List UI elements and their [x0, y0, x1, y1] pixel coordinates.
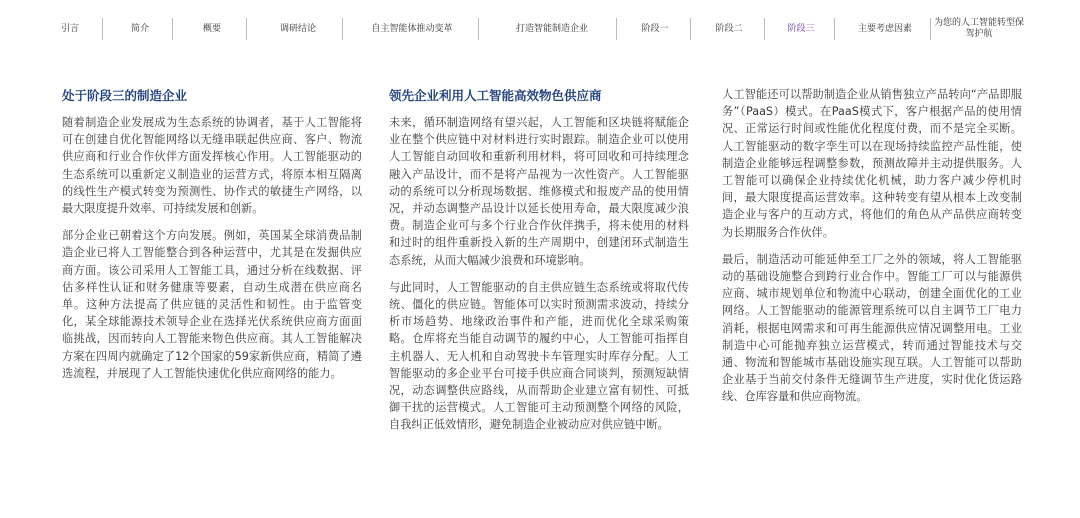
nav-separator	[102, 18, 103, 40]
nav-item-stage-three[interactable]: 阶段三	[787, 23, 815, 34]
nav-separator	[764, 18, 765, 40]
nav-item-autonomous-agents[interactable]: 自主智能体推动变革	[371, 23, 453, 34]
nav-separator	[930, 18, 931, 40]
nav-separator	[478, 18, 479, 40]
nav-separator	[172, 18, 173, 40]
column-paas-ecosystem	[722, 86, 1022, 416]
nav-separator	[690, 18, 691, 40]
nav-item-intro[interactable]: 引言	[60, 23, 79, 34]
column-heading: 处于阶段三的制造企业	[62, 88, 188, 103]
nav-separator	[616, 18, 617, 40]
nav-item-stage-one[interactable]: 阶段一	[641, 23, 669, 34]
column-ai-sourcing	[389, 88, 689, 444]
column-stage-three	[62, 88, 362, 392]
nav-item-smart-manufacturing[interactable]: 打造智能制造企业	[515, 23, 588, 34]
paragraph: 最后，制造活动可能延伸至工厂之外的领域，将人工智能驱动的基础设施整合到跨行业合作中。智能工厂可以与能源供应商、城市规划单位和物流中心联动，创建全面优化的工业网络。人工智能驱动的能源管理系统可以自主调节工厂电力消耗，根据电网需求和可再生能源供应情况调整用电。工业制造中心可能抛弃独立运营模式，转而通过智能技术与交通、物流和智能城市基础设施实现互联。人工智能可以帮助企业基于当前交付条件无缝调节生产进度，实时优化货运路线、仓库容量和供应商物流。	[722, 252, 1022, 404]
nav-item-ai-transformation[interactable]: 为您的人工智能转型保驾护航	[933, 18, 1024, 39]
nav-item-stage-two[interactable]: 阶段二	[715, 23, 743, 34]
nav-item-overview[interactable]: 简介	[130, 23, 149, 34]
top-navigation	[0, 14, 1080, 44]
nav-separator	[246, 18, 247, 40]
paragraph: 人工智能还可以帮助制造企业从销售独立产品转向“产品即服务”（PaaS）模式。在PaaS模式下，客户根据产品的使用情况、正常运行时间或性能优化程度付费，而不是完全买断。人工智能驱动的数字孪生可以在现场持续监控产品性能，使制造企业能够远程调整参数，预测故障并主动提供服务。人工智能可以确保企业持续优化机械，助力客户减少停机时间，最大限度提高运营效率。这种转变有望从根本上改变制造企业与客户的互动方式，将他们的角色从产品供应商转变为长期服务合作伙伴。	[722, 88, 1022, 239]
paragraph: 随着制造企业发展成为生态系统的协调者，基于人工智能将可在创建自优化智能网络以无缝串联起供应商、客户、物流供应商和行业合作伙伴方面发挥核心作用。人工智能驱动的生态系统可以重新定义制造业的运营方式，将原本相互隔离的线性生产模式转变为预测性、协作式的敏捷生产网络，以最大限度提升效率、可持续发展和创新。	[62, 116, 362, 216]
paragraph: 部分企业已朝着这个方向发展。例如，英国某全球消费品制造企业已将人工智能整合到各种运营中，尤其是在发掘供应商方面。该公司采用人工智能工具，通过分析在线数据、评估多样性认证和财务健康等要素，自动生成潜在供应商名单。这种方法提高了供应链的灵活性和韧性。由于监管变化，某全球能源技术领导企业在选择光伏系统供应商方面面临挑战，因而转向人工智能来物色供应商。其人工智能解决方案在四周内就确定了12个国家的59家新供应商，精简了遴选流程，并展现了人工智能快速优化供应商网络的能力。	[62, 229, 362, 380]
nav-separator	[342, 18, 343, 40]
column-heading: 领先企业利用人工智能高效物色供应商	[389, 88, 602, 103]
nav-item-findings[interactable]: 调研结论	[279, 23, 316, 34]
nav-item-key-considerations[interactable]: 主要考虑因素	[857, 23, 912, 34]
nav-item-summary[interactable]: 概要	[202, 23, 221, 34]
paragraph: 与此同时，人工智能驱动的自主供应链生态系统或将取代传统、僵化的供应链。智能体可以实时预测需求波动，持续分析市场趋势、地缘政治事件和产能，进而优化全球采购策略。仓库将充当能自动调节的履约中心，人工智能可指挥自主机器人、无人机和自动驾驶卡车管理实时库存分配。人工智能驱动的多企业平台可接手供应商合同谈判，预测短缺情况，动态调整供应路线，从而帮助企业建立富有韧性、可抵御干扰的运营模式。人工智能可主动预测整个网络的风险，自我纠正低效情形，避免制造企业被动应对供应链中断。	[389, 280, 689, 432]
paragraph: 未来，循环制造网络有望兴起，人工智能和区块链将赋能企业在整个供应链中对材料进行实时跟踪。制造企业可以使用人工智能自动回收和重新利用材料，将可回收和可持续理念融入产品设计，而不是将产品视为一次性资产。人工智能驱动的系统可以分析现场数据、维修模式和报废产品的使用情况，并动态调整产品设计以延长使用寿命，最大限度减少浪费。制造企业可与多个行业合作伙伴携手，将未使用的材料和过时的组件重新投入新的生产周期中，创建闭环式制造生态系统，从而大幅减少浪费和环境影响。	[389, 116, 689, 267]
nav-separator	[834, 18, 835, 40]
